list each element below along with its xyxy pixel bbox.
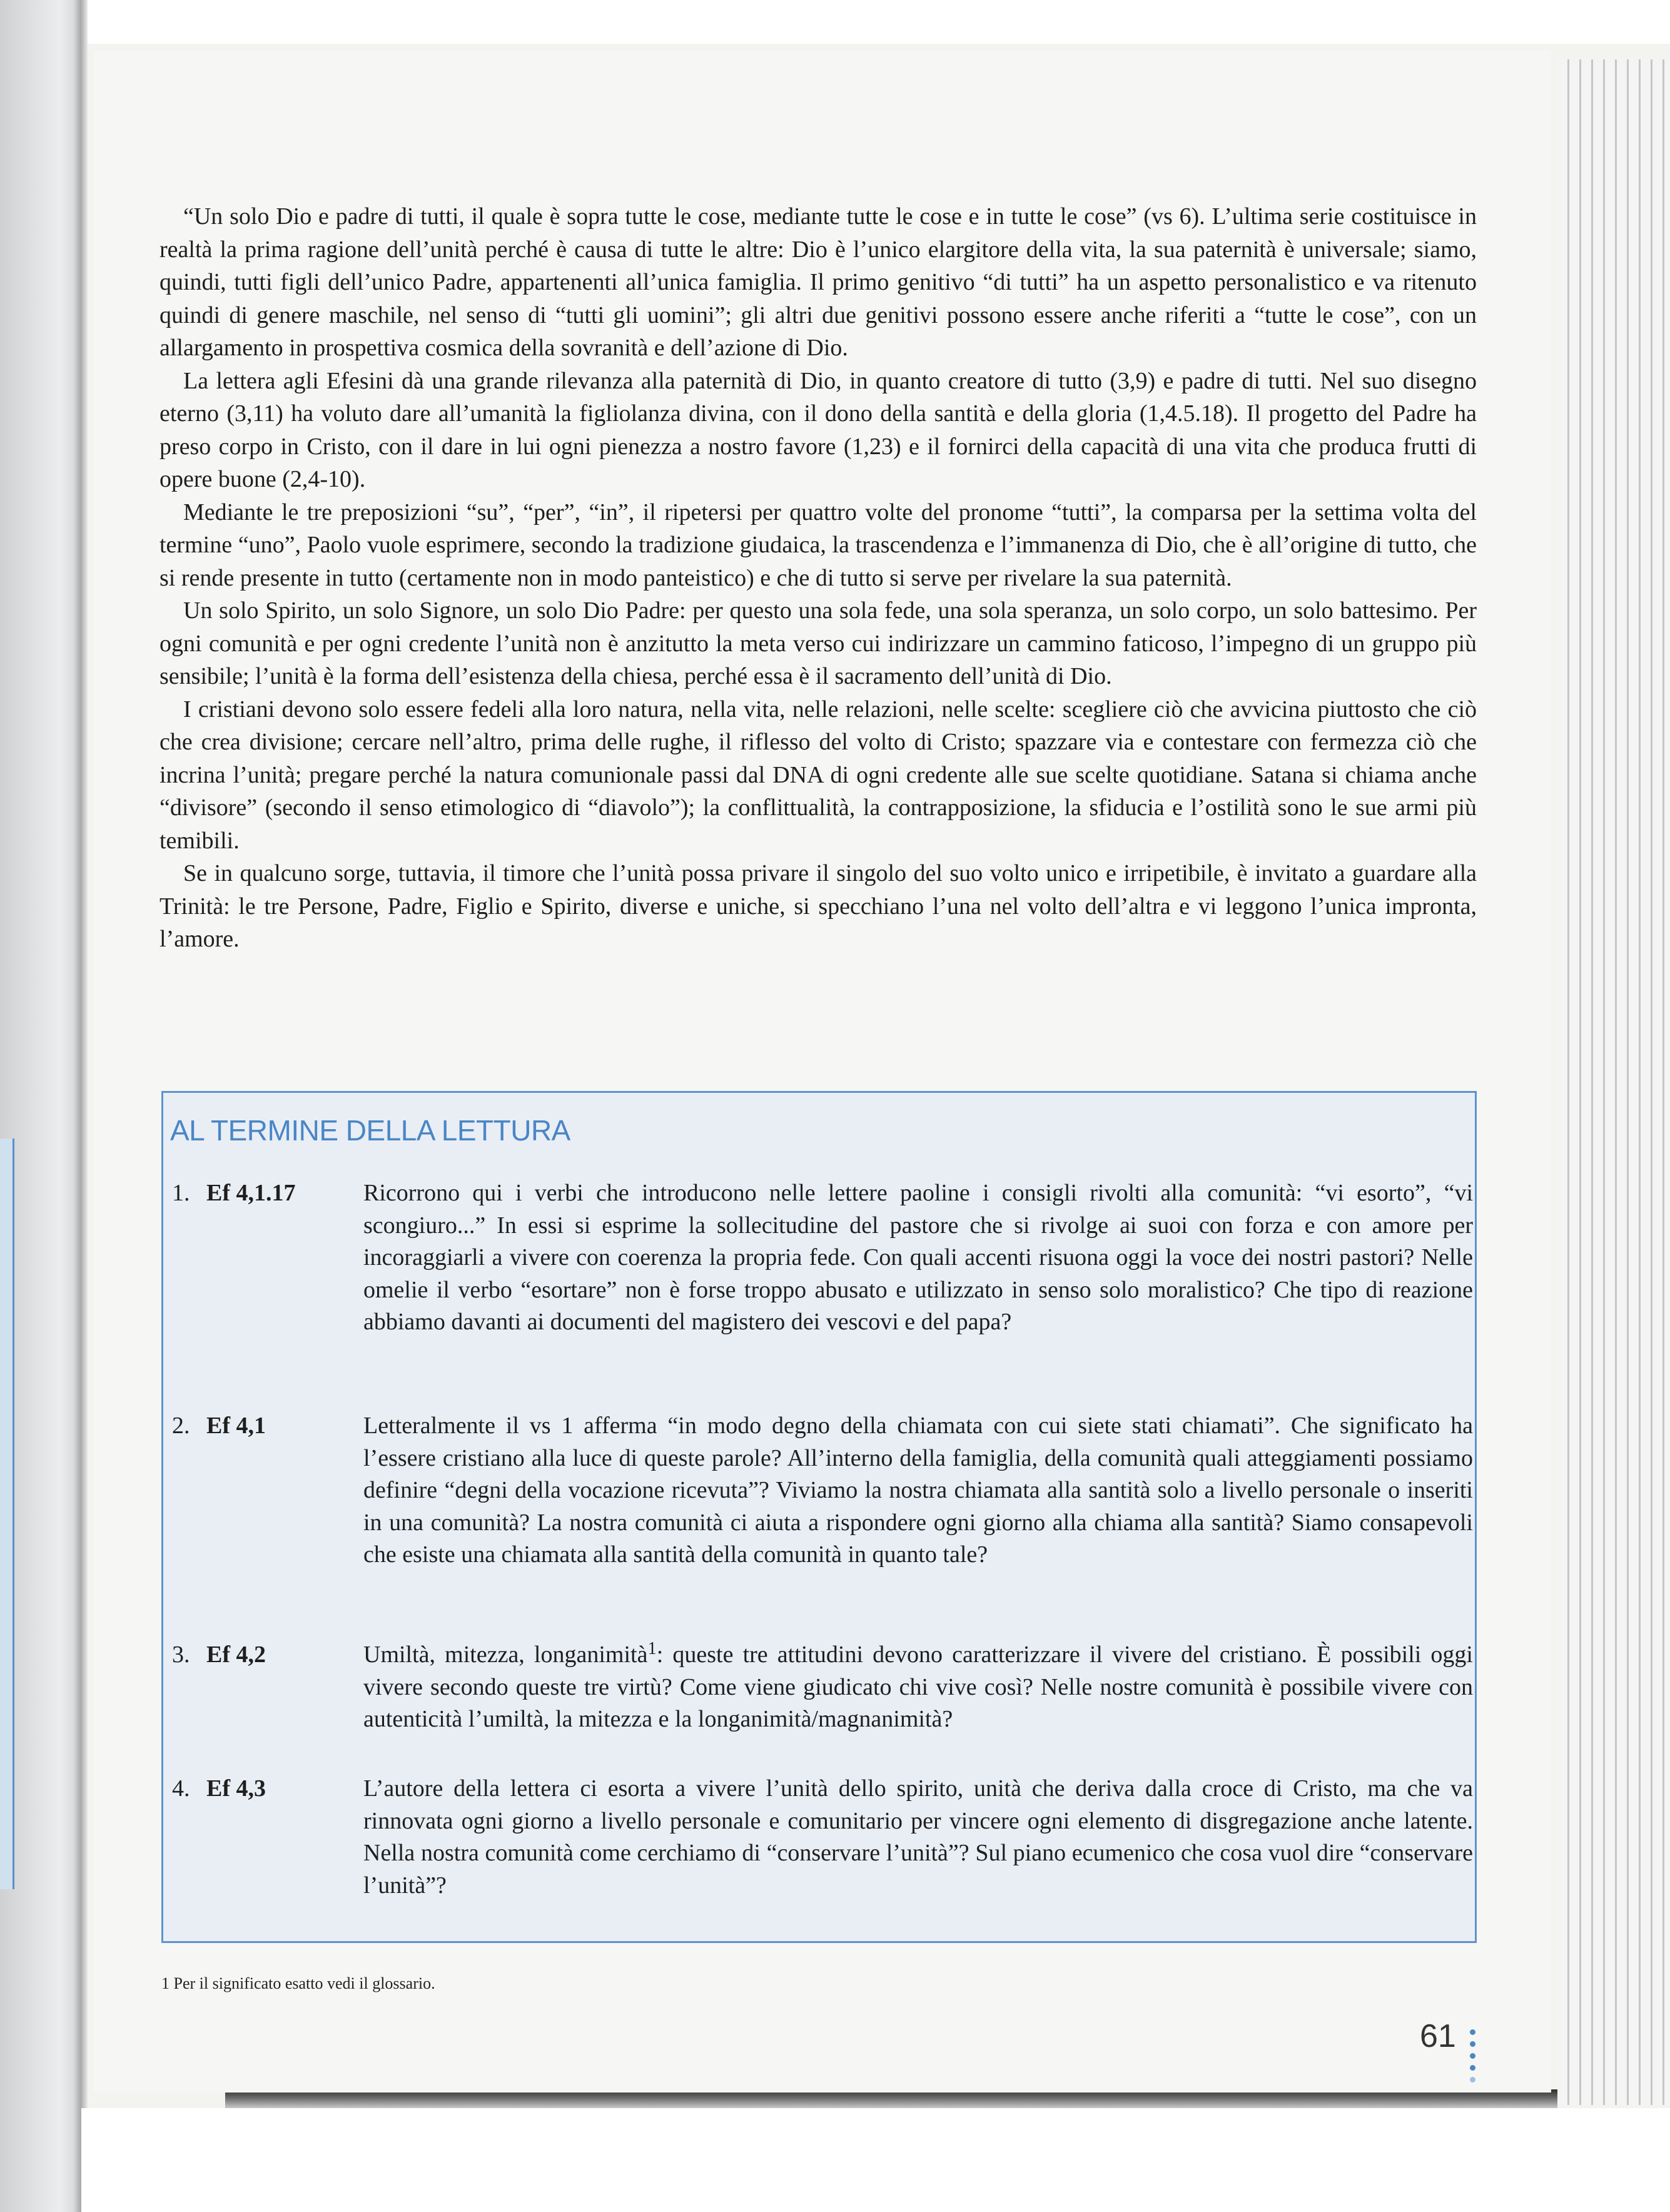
dot bbox=[1470, 2053, 1475, 2059]
question-text: L’autore della lettera ci esorta a vivere l’unità dello spirito, unità che deriva dalla croce di Cristo, ma che va rinnovata ogni giorno a livello personale e comunitario per vincere ogni elemento di disgregazione anche latente. Nella nostra comunità come cerchiamo di “conservare l’unità”? Sul piano ecumenico che cosa vuol dire “conservare l’unità”? bbox=[363, 1775, 1473, 1899]
facing-page-box-edge bbox=[0, 1139, 14, 1889]
paragraph: Mediante le tre preposizioni “su”, “per”, “in”, il ripetersi per quattro volte del pronome “tutti”, la comparsa per la settima volta del termine “uno”, Paolo vuole esprimere, secondo la tradizione giudaica, la trascendenza e l’immanenza di Dio, che è all’origine di tutto, che si rende presente in tutto (certamente non in modo panteistico) e che di tutto si serve per rivelare la sua paternità. bbox=[159, 499, 1477, 591]
dot bbox=[1470, 2077, 1475, 2083]
scan-top-margin bbox=[0, 0, 1670, 44]
question-text bbox=[363, 1639, 1473, 1736]
footnote: 1 Per il significato esatto vedi il glossario. bbox=[161, 1974, 435, 1992]
paragraph: La lettera agli Efesini dà una grande rilevanza alla paternità di Dio, in quanto creatore di tutto (3,9) e padre di tutti. Nel suo disegno eterno (3,11) ha voluto dare all’umanità la figliolanza divina, con il dono della santità e della gloria (1,4.5.18). Il progetto del Padre ha preso corpo in Cristo, con il dare in lui ogni pienezza a nostro favore (1,23) e il fornirci della capacità di una vita che produca frutti di opere buone (2,4-10). bbox=[159, 367, 1477, 492]
paragraph: Un solo Spirito, un solo Signore, un solo Dio Padre: per questo una sola fede, una sola speranza, un solo corpo, un solo battesimo. Per ogni comunità e per ogni credente l’unità non è anzitutto la meta verso cui indirizzare un cammino faticoso, l’impegno di un gruppo più sensibile; l’unità è la forma dell’esistenza della chiesa, perché essa è il sacramento dell’unità di Dio. bbox=[159, 597, 1477, 689]
question-reference: Ef 4,1 bbox=[206, 1413, 266, 1439]
question-reference: Ef 4,2 bbox=[206, 1641, 266, 1668]
question-number: 1. bbox=[172, 1180, 190, 1206]
question-reference: Ef 4,1.17 bbox=[206, 1180, 296, 1206]
body-text bbox=[159, 200, 1477, 956]
footnote-marker: 1 bbox=[647, 1639, 657, 1659]
question-text: Letteralmente il vs 1 afferma “in modo degno della chiamata con cui siete stati chiamati”. Che significato ha l’essere cristiano alla luce di queste parole? All’interno della famiglia, della comunità quali atteggiamenti possiamo definire “degni della vocazione ricevuta”? Viviamo la nostra chiamata alla santità solo a livello personale o inseriti in una comunità? La nostra comunità ci aiuta a rispondere ogni giorno alla chiama alla santità? Siamo consapevoli che esiste una chiamata alla santità della comunità in quanto tale? bbox=[363, 1413, 1473, 1568]
paragraph: “Un solo Dio e padre di tutti, il quale è sopra tutte le cose, mediante tutte le cose e in tutte le cose” (vs 6). L’ultima serie costituisce in realtà la prima ragione dell’unità perché è causa di tutte le altre: Dio è l’unico elargitore della vita, la sua paternità è universale; siamo, quindi, tutti figli dell’unico Padre, appartenenti all’unica famiglia. Il primo genitivo “di tutti” ha un aspetto personalistico e va ritenuto quindi di genere maschile, nel senso di “tutti gli uomini”; gli altri due genitivi possono essere anche riferiti a “tutte le cose”, con un allargamento in prospettiva cosmica della sovranità e dell’azione di Dio. bbox=[159, 203, 1477, 361]
question-reference: Ef 4,3 bbox=[206, 1775, 266, 1802]
page-stack-edges bbox=[1557, 59, 1670, 2105]
question-text: Ricorrono qui i verbi che introducono nelle lettere paoline i consigli rivolti alla comunità: “vi esorto”, “vi scongiuro...” In essi si esprime la sollecitudine del pastore che si rivolge ai suoi con forza e con amore per incoraggiarli a vivere con coerenza la propria fede. Con quali accenti risuona oggi la voce dei nostri pastori? Nelle omelie il verbo “esortare” non è forse troppo abusato e utilizzato in senso solo moralistico? Che tipo di reazione abbiamo davanti ai documenti del magistero dei vescovi e del papa? bbox=[363, 1180, 1473, 1335]
page-number-dots bbox=[1470, 2029, 1476, 2092]
dot bbox=[1470, 2029, 1475, 2035]
question-number: 2. bbox=[172, 1413, 190, 1439]
scan-bottom-margin bbox=[81, 2108, 1670, 2212]
paragraph: Se in qualcuno sorge, tuttavia, il timore che l’unità possa privare il singolo del suo volto unico e irripetibile, è invitato a guardare alla Trinità: le tre Persone, Padre, Figlio e Spirito, diverse e uniche, si specchiano l’una nel volto dell’altra e vi leggono l’unica impronta, l’amore. bbox=[159, 860, 1477, 952]
dot bbox=[1470, 2041, 1475, 2047]
question-number: 3. bbox=[172, 1641, 190, 1668]
box-title: AL TERMINE DELLA LETTURA bbox=[170, 1114, 570, 1147]
question-text-end: : queste tre attitudini devono caratterizzare il vivere del cristiano. È possibili oggi vivere secondo queste tre virtù? Come viene giudicato chi vive così? Nelle nostre comunità è possibile vivere con autenticità l’umiltà, la mitezza e la longanimità/magnanimità? bbox=[363, 1641, 1473, 1732]
page-number: 61 bbox=[1420, 2018, 1456, 2054]
question-text-start: Umiltà, mitezza, longanimità bbox=[363, 1641, 648, 1668]
paragraph: I cristiani devono solo essere fedeli alla loro natura, nella vita, nelle relazioni, nelle scelte: scegliere ciò che avvicina piuttosto che ciò che crea divisione; cercare nell’altro, prima delle rughe, il riflesso del volto di Cristo; spazzare via e contestare con fermezza ciò che incrina l’unità; pregare perché la natura comunionale passi dal DNA di ogni credente alle sue scelte quotidiane. Satana si chiama anche “divisore” (secondo il senso etimologico di “diavolo”); la conflittualità, la contrapposizione, la sfiducia e l’ostilità sono le sue armi più temibili. bbox=[159, 696, 1477, 854]
book-spine bbox=[74, 0, 88, 2212]
dot bbox=[1470, 2065, 1475, 2071]
question-number: 4. bbox=[172, 1775, 190, 1802]
